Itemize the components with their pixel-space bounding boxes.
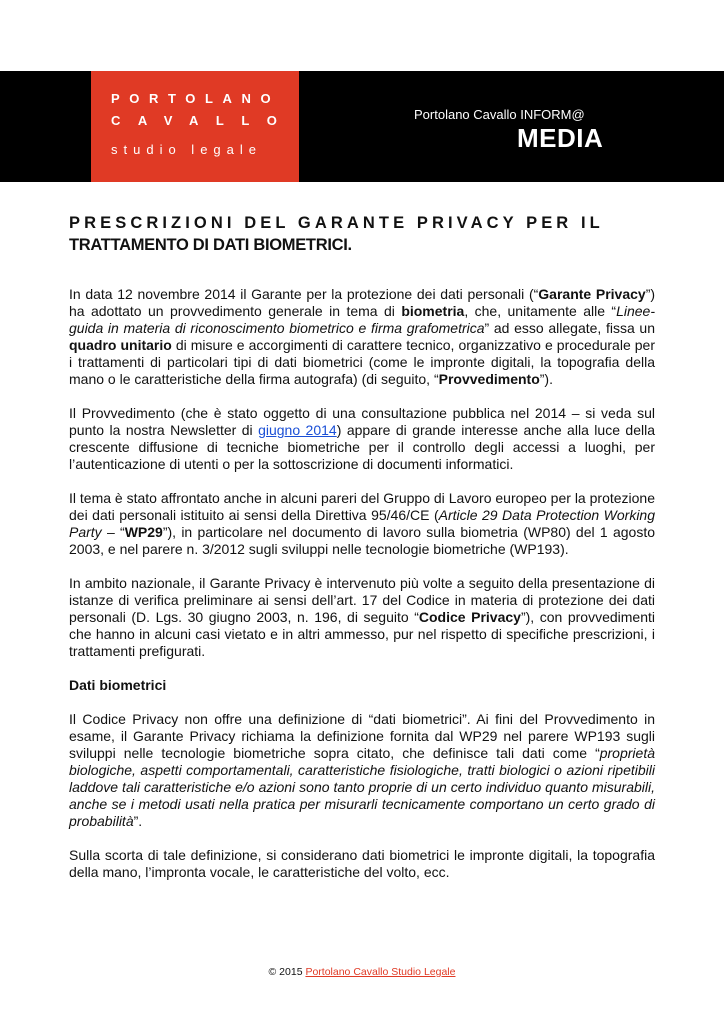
text: ”), in particolare nel documento di lavoro sulla biometria (WP80) del 1 agosto 2003, e nel parere n. 3/2012 sugli sviluppi nelle tecnologie biometriche (WP193). xyxy=(69,524,655,557)
text: – “ xyxy=(101,524,125,540)
article-title-line-2: TRATTAMENTO DI DATI BIOMETRICI. xyxy=(69,236,352,254)
publication-subtitle: Portolano Cavallo INFORM@ xyxy=(414,107,585,122)
logo-line-1: PORTOLANO xyxy=(111,91,281,106)
text: ” ad esso allegate, fissa un xyxy=(484,320,656,336)
page-footer xyxy=(0,966,724,978)
bold-term: Garante Privacy xyxy=(538,286,646,302)
text: ”. xyxy=(133,813,143,829)
text: , che, unitamente alle “ xyxy=(464,303,617,319)
text: Il Provvedimento (che è stato oggetto di una consultazione pubblica nel 2014 – si veda sul punto la nostra Newsletter di xyxy=(69,405,655,438)
text: Il tema è stato affrontato anche in alcuni pareri del Gruppo di Lavoro europeo per la protezione dei dati personali istituito ai sensi della Direttiva 95/46/CE ( xyxy=(69,490,655,523)
paragraph-4 xyxy=(69,575,655,660)
header-banner xyxy=(0,71,724,182)
bold-term: quadro unitario xyxy=(69,337,172,353)
italic-title: Linee-guida in materia di riconoscimento biometrico e firma grafometrica xyxy=(69,303,655,336)
italic-quote: proprietà biologiche, aspetti comportamentali, caratteristiche fisiologiche, tratti biologici o azioni ripetibili laddove tali caratteristiche e/o azioni sono tanto proprie di un certo individuo quanto misurabili, anche se i metodi usati nella pratica per misurarli tecnicamente comportano un certo grado di probabilità xyxy=(69,745,655,829)
text: In data 12 novembre 2014 il Garante per la protezione dei dati personali (“ xyxy=(69,286,539,302)
logo-line-3: studio legale xyxy=(111,142,262,157)
paragraph-6: Sulla scorta di tale definizione, si considerano dati biometrici le impronte digitali, la topografia della mano, l’impronta vocale, le caratteristiche del volto, ecc. xyxy=(69,847,655,880)
paragraph-2 xyxy=(69,405,655,473)
article-title-line-1: PRESCRIZIONI DEL GARANTE PRIVACY PER IL xyxy=(69,214,604,232)
paragraph-1 xyxy=(69,286,655,388)
firm-logo xyxy=(91,71,299,182)
bold-term: WP29 xyxy=(124,524,163,540)
text: ”) ha adottato un provvedimento generale in tema di xyxy=(69,286,656,319)
paragraph-5 xyxy=(69,711,655,830)
firm-website-link[interactable]: Portolano Cavallo Studio Legale xyxy=(305,966,456,978)
paragraph-3 xyxy=(69,490,655,558)
italic-title: Article 29 Data Protection Working Party xyxy=(69,507,655,540)
bold-term: biometria xyxy=(401,303,465,319)
logo-line-2: CAVALLO xyxy=(111,113,295,128)
text: ”). xyxy=(539,371,553,387)
section-heading: Dati biometrici xyxy=(69,677,167,693)
bold-term: Provvedimento xyxy=(438,371,540,387)
article xyxy=(69,212,655,881)
text: ) appare di grande interesse anche alla luce della crescente diffusione di tecniche biometriche per il controllo degli accessi a luoghi, per l’autenticazione di utenti o per la sottoscrizione di documenti informatici. xyxy=(69,422,655,472)
text: In ambito nazionale, il Garante Privacy è intervenuto più volte a seguito della presentazione di istanze di verifica preliminare ai sensi dell’art. 17 del Codice in materia di protezione dei dati personali (D. Lgs. 30 giugno 2003, n. 196, di seguito “ xyxy=(69,575,655,625)
bold-term: Codice Privacy xyxy=(418,609,521,625)
text: di misure e accorgimenti di carattere tecnico, organizzativo e procedurale per i trattamenti di particolari tipi di dati biometrici (come le impronte digitali, la topografia della mano o le caratteristiche della firma autografa) (di seguito, “ xyxy=(69,337,655,387)
publication-title: MEDIA xyxy=(517,123,604,153)
copyright-text: © 2015 xyxy=(268,966,306,978)
text: ”), con provvedimenti che hanno in alcuni casi vietato e in altri ammesso, pur nel rispetto di specifiche prescrizioni, i trattamenti prefigurati. xyxy=(69,609,656,659)
newsletter-link[interactable]: giugno 2014 xyxy=(258,422,337,438)
text: Il Codice Privacy non offre una definizione di “dati biometrici”. Ai fini del Provvedimento in esame, il Garante Privacy richiama la definizione fornita dal WP29 nel parere WP193 sugli sviluppi nelle tecnologie biometriche sopra citato, che definisce tali dati come “ xyxy=(69,711,655,761)
